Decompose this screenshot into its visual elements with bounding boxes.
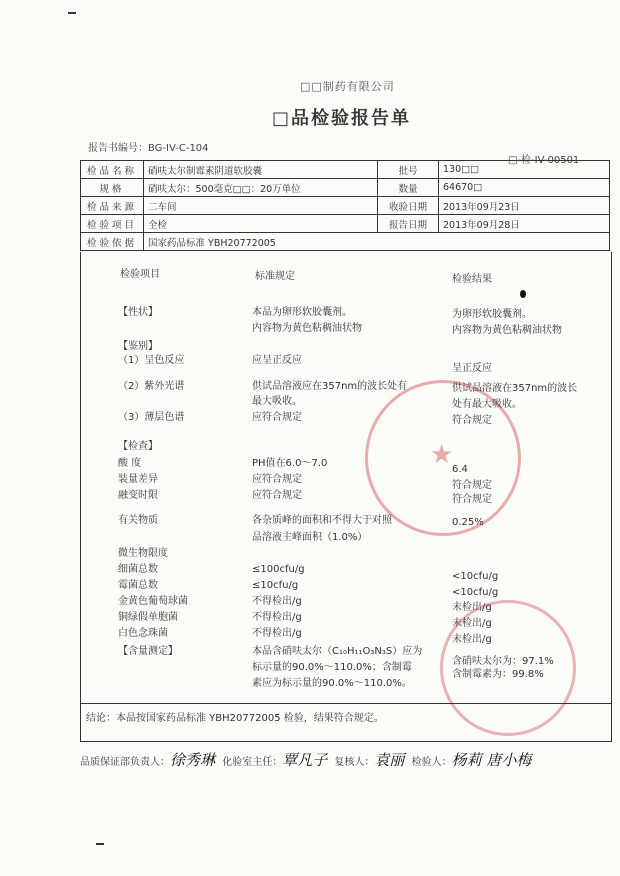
row-result: 未检出/g xyxy=(452,634,492,645)
review-signature: 袁丽 xyxy=(374,751,405,769)
inspector-signature: 杨莉 唐小梅 xyxy=(451,751,532,769)
source-label: 检品来源 xyxy=(81,197,144,215)
row-item: 融变时限 xyxy=(118,490,158,501)
signature-row xyxy=(80,749,531,770)
product-label: 检品名称 xyxy=(81,161,144,179)
row-standard: 应符合规定 xyxy=(252,474,302,485)
row-item: 霉菌总数 xyxy=(118,580,158,591)
row-result: 未检出/g xyxy=(452,618,492,629)
row-item: 铜绿假单胞菌 xyxy=(118,612,178,623)
row-standard: ≤10cfu/g xyxy=(252,580,299,591)
conclusion: 结论：本品按国家药品标准 YBH20772005 检验，结果符合规定。 xyxy=(86,713,384,724)
inspector-label: 检验人： xyxy=(411,757,452,768)
margin-mark xyxy=(68,12,76,14)
col-header-item: 检验项目 xyxy=(120,269,160,280)
page-title: □品检验报告单 xyxy=(272,108,412,129)
row-standard: 本品含硝呋太尔（C₁₀H₁₁O₃N₃S）应为 xyxy=(252,646,423,657)
row-result: <10cfu/g xyxy=(452,587,499,598)
row-standard: 应符合规定 xyxy=(252,490,302,501)
seal-star-icon: ★ xyxy=(430,440,454,470)
recv-label: 收验日期 xyxy=(378,197,439,215)
row-item: 白色念珠菌 xyxy=(118,628,168,639)
row-item: 酸 度 xyxy=(118,458,142,469)
company-name: □□制药有限公司 xyxy=(300,80,395,93)
batch-label: 批号 xyxy=(378,161,439,179)
row-result: 符合规定 xyxy=(452,480,492,491)
ink-blot xyxy=(520,290,526,298)
row-standard: 不得检出/g xyxy=(252,596,302,607)
row-standard: 不得检出/g xyxy=(252,628,302,639)
report-number: 报告书编号：BG-IV-C-104 xyxy=(88,143,209,154)
row-item: 有关物质 xyxy=(118,515,158,526)
row-standard: 品溶液主峰面积（1.0%） xyxy=(252,532,368,543)
row-standard: 应呈正反应 xyxy=(252,355,302,366)
row-item: 【含量测定】 xyxy=(118,646,178,657)
qa-label: 品质保证部负责人： xyxy=(80,757,170,768)
lab-label: 化验室主任： xyxy=(222,757,283,768)
row-standard: ≤100cfu/g xyxy=(252,564,305,575)
row-result: 呈正反应 xyxy=(452,363,492,374)
basis-value: 国家药品标准 YBH20772005 xyxy=(144,233,610,251)
row-item: 细菌总数 xyxy=(118,564,158,575)
row-result: 含制霉素为：99.8% xyxy=(452,669,544,680)
recv-value: 2013年09月23日 xyxy=(439,197,610,215)
col-header-standard: 标准规定 xyxy=(255,271,295,282)
row-item: 装量差异 xyxy=(118,474,158,485)
row-item: （2）紫外光谱 xyxy=(118,381,185,392)
row-standard: 各杂质峰的面积和不得大于对照 xyxy=(252,515,392,526)
row-standard: 供试品溶液应在357nm的波长处有 xyxy=(252,381,408,392)
row-result: 未检出/g xyxy=(452,602,492,613)
row-result: 为卵形软胶囊剂。 xyxy=(452,309,532,320)
info-table xyxy=(80,160,610,251)
row-standard: 最大吸收。 xyxy=(252,396,302,407)
report-date-label: 报告日期 xyxy=(378,215,439,233)
source-value: 二车间 xyxy=(144,197,378,215)
row-result: <10cfu/g xyxy=(452,571,499,582)
review-label: 复核人： xyxy=(334,757,375,768)
spec-label: 规格 xyxy=(81,179,144,197)
product-value: 硝呋太尔制霉素阴道软胶囊 xyxy=(144,161,378,179)
row-result: 供试品溶液在357nm的波长 xyxy=(452,383,578,394)
qty-value: 64670□ xyxy=(439,179,610,197)
row-standard: 不得检出/g xyxy=(252,612,302,623)
row-standard: 素应为标示量的90.0%～110.0%。 xyxy=(252,678,412,689)
item-value: 全检 xyxy=(144,215,378,233)
row-item: 【检查】 xyxy=(118,441,158,452)
row-item: （3）薄层色谱 xyxy=(118,412,185,423)
qa-signature: 徐秀琳 xyxy=(170,751,216,769)
row-standard: 内容物为黄色粘稠油状物 xyxy=(252,323,362,334)
row-result: 含硝呋太尔为：97.1% xyxy=(452,656,554,667)
row-item: 金黄色葡萄球菌 xyxy=(118,596,188,607)
row-result: 处有最大吸收。 xyxy=(452,399,522,410)
row-standard: PH值在6.0～7.0 xyxy=(252,458,328,469)
report-date-value: 2013年09月28日 xyxy=(439,215,610,233)
row-item: 【鉴别】 xyxy=(118,341,158,352)
conclusion-divider xyxy=(80,703,611,704)
batch-value: 130□□ xyxy=(439,161,610,179)
row-item: 微生物限度 xyxy=(118,548,168,559)
item-label: 检验项目 xyxy=(81,215,144,233)
qty-label: 数量 xyxy=(378,179,439,197)
lab-signature: 覃凡子 xyxy=(282,751,328,769)
row-item: 【性状】 xyxy=(118,307,158,318)
row-result: 符合规定 xyxy=(452,415,492,426)
col-header-result: 检验结果 xyxy=(452,274,492,285)
row-standard: 标示量的90.0%～110.0%；含制霉 xyxy=(252,662,412,673)
row-result: 0.25% xyxy=(452,517,484,528)
margin-mark xyxy=(96,843,104,845)
row-result: 符合规定 xyxy=(452,494,492,505)
row-result: 6.4 xyxy=(452,464,468,475)
row-standard: 应符合规定 xyxy=(252,412,302,423)
spec-value: 硝呋太尔：500毫克□□：20万单位 xyxy=(144,179,378,197)
row-result: 内容物为黄色粘稠油状物 xyxy=(452,325,562,336)
basis-label: 检验依据 xyxy=(81,233,144,251)
row-standard: 本品为卵形软胶囊剂。 xyxy=(252,307,352,318)
row-item: （1）呈色反应 xyxy=(118,355,185,366)
document-code: □-检-IV-00501 xyxy=(508,155,580,166)
